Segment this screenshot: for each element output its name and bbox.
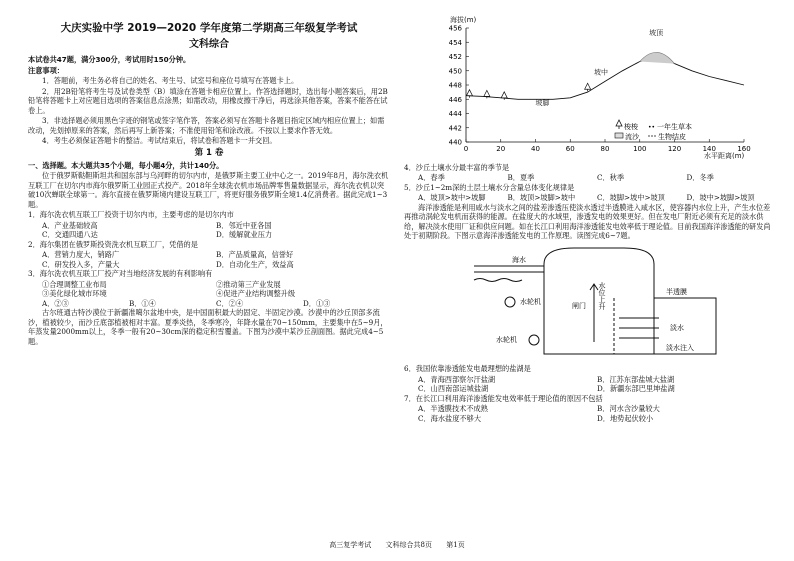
label-turbine-lower: 水轮机	[496, 335, 517, 344]
y-tick-label: 442	[448, 124, 462, 133]
y-tick-label: 454	[448, 38, 462, 47]
section-heading: 一、选择题。本大题共35个小题，每小题4分，共计140分。	[28, 160, 224, 170]
y-tick-label: 448	[448, 81, 462, 90]
chart-axes	[466, 28, 744, 142]
q4-option-b: B．夏季	[507, 173, 535, 182]
x-tick-label: 60	[565, 145, 575, 153]
turbine-lower	[529, 335, 539, 345]
osmotic-power-diagram	[404, 242, 776, 362]
q6-option-c: C．山西南部运城盐湖	[418, 384, 489, 393]
q1-options	[28, 221, 390, 240]
legend-sand-icon	[615, 133, 623, 138]
legend-label-annual-grass: 一年生草本	[657, 123, 692, 131]
notice-3: 3．非选择题必须用黑色字迹的钢笔或签字笔作答，答案必须写在答题卡各题目指定区域内相应位置上；如需改动，先划掉原来的答案，然后再写上新答案；不准使用铅笔和涂改液。不按以上要求作答无效。	[28, 116, 385, 135]
page-footer	[0, 541, 794, 550]
sea-pipe	[474, 266, 544, 272]
notice-heading: 注意事项：	[28, 65, 64, 75]
q2-option-b: B．产品质量高，信誉好	[216, 250, 294, 260]
legend-tree-icon	[616, 120, 622, 129]
q5-option-c: C．坡脚>坡中>坡顶	[597, 193, 665, 202]
annotation-middle: 坡中	[594, 68, 609, 77]
passage-2: 古尔班通古特沙漠位于新疆准噶尔盆地中央，是中国面积最大的固定、半固定沙漠。沙漠中的沙丘顶部多流沙，植被较少，而沙丘底部植被相对丰富。夏季炎热，冬季寒冷，年降水量在70~150mm，主要集中在5~9月，年蒸发量2000mm以上，冬季一般有20~30cm深的稳定积雪覆盖。下图为沙漠中某沙丘剖面图。据此完成4~5题。	[28, 308, 388, 346]
q3-items	[28, 280, 390, 299]
notice-2: 2．用2B铅笔将考生号及试卷类型（B）填涂在答题卡相应位置上。作答选择题时，选出每小题答案后，用2B铅笔将答题卡上对应题目选项的答案信息点涂黑；如需改动，用橡皮擦干净后，再选涂其他答案，答案不能答在试卷上。	[28, 86, 388, 115]
annotation-foot: 坡脚	[535, 98, 550, 107]
footer-pages: 文科综合共8页	[385, 541, 432, 549]
q3-option-c: C．②④	[216, 298, 244, 308]
q3-item-3: ③美化绿化城市环境	[42, 289, 107, 299]
y-tick-label: 444	[448, 110, 462, 118]
footer-exam: 高三复学考试	[329, 541, 372, 549]
q6-option-d: D．新疆东部巴里坤盐湖	[597, 384, 675, 393]
x-tick-label: 100	[633, 145, 647, 153]
q1-option-b: B．邻近中亚各国	[216, 220, 272, 230]
q2-stem: 2．海尔集团在俄罗斯投资洗衣机互联工厂，凭借的是	[28, 239, 198, 249]
label-seawater: 海水	[512, 255, 526, 264]
exam-info: 本试卷共47题，满分300分，考试用时150分钟。	[28, 55, 191, 65]
x-tick-label: 40	[531, 145, 540, 153]
q3-option-a: A．②③	[42, 298, 69, 308]
flow-arrows	[619, 318, 659, 338]
legend-label-suosuo: 梭梭	[624, 123, 638, 131]
q7-options	[404, 404, 776, 423]
legend-label-bio-crust: 生物结皮	[658, 133, 686, 141]
q5-option-d: D．坡中>坡脚>坡顶	[686, 193, 755, 202]
chart-legend	[615, 120, 692, 141]
x-tick-label: 120	[667, 145, 682, 153]
left-column	[28, 10, 390, 347]
label-membrane: 半透膜	[666, 287, 687, 296]
q5-options	[404, 193, 776, 203]
dune-profile-chart	[404, 10, 776, 160]
q7-stem: 7．在长江口利用海洋渗透能发电效率低于理论值的原因不包括	[404, 393, 603, 403]
x-tick-label: 20	[496, 145, 506, 153]
x-tick-label: 160	[737, 145, 751, 153]
right-column	[404, 10, 776, 423]
q3-item-1: ①合理调整工业布局	[42, 279, 107, 289]
q1-option-c: C．交通四通八达	[42, 230, 98, 240]
q5-option-a: A．坡顶>坡中>坡脚	[418, 193, 486, 202]
q1-stem: 1．海尔洗衣机互联工厂投资于切尔内市，主要考虑的是切尔内市	[28, 210, 234, 220]
rise-arrow	[590, 284, 598, 342]
exam-title: 大庆实验中学 2019—2020 学年度第二学期高三年级复学考试	[60, 22, 358, 34]
exam-subtitle: 文科综合	[189, 38, 229, 50]
passage-1: 位于俄罗斯鞑靼斯坦共和国东部与乌河畔的切尔内市，是俄罗斯主要工业中心之一。2019年8月，海尔洗衣机互联工厂在切尔内市海尔俄罗斯工业园正式投产。2018年全球洗衣机市场品牌零售量数据显示，海尔洗衣机以突破10次蝉联全球第一。海尔直接在俄罗斯境内建设互联工厂，将更好服务俄罗斯全境1.4亿消费者。据此完成1~3题。	[28, 171, 389, 209]
passage-3: 海洋渗透能是利用咸水与淡水之间的盐差渗透压使淡水透过半透膜进入咸水区，使容器内水位上升，产生水位差再推动涡轮发电机而获得的能源。在盐度大的水域里，渗透发电的效果更好。但在发电厂附近必须有充足的淡水供给，解决淡水使用厂证和供应问题。如在长江口利用海洋渗透能发电效率低于理论值。目前我国海洋渗透能的研发尚处于初期阶段。下图示意海洋渗透能发电的工作原理。读图完成6~7题。	[404, 202, 771, 240]
q4-stem: 4．沙丘土壤水分最丰富的季节是	[404, 162, 510, 172]
q3-options	[28, 299, 390, 309]
x-axis-label: 水平距离(m)	[704, 152, 745, 160]
footer-page-number: 第1页	[446, 541, 465, 549]
y-tick-label: 456	[448, 24, 462, 33]
q7-option-b: B．河水含沙量较大	[597, 404, 660, 413]
q7-option-d: D．地势起伏较小	[597, 413, 654, 423]
q2-option-c: C．研发投入多，产量大	[42, 259, 120, 269]
y-axis-label: 海拔(m)	[450, 16, 477, 24]
vegetation-marks	[466, 52, 674, 99]
q3-item-2: ②推动第三产业发展	[216, 279, 281, 289]
x-ticks	[464, 139, 751, 153]
notice-4: 4．考生必须保证答题卡的整洁。考试结束后，将试卷和答题卡一并交回。	[42, 136, 277, 146]
legend-label-drift-sand: 流沙	[625, 133, 639, 141]
y-tick-label: 446	[448, 95, 462, 104]
q4-option-c: C．秋季	[597, 173, 625, 182]
q6-option-b: B．江苏东部盐城大盐湖	[597, 374, 675, 384]
q2-option-a: A．营销力度大，销路广	[42, 250, 120, 260]
notice-1: 1．答题前，考生务必将自己的姓名、考生号、试室号和座位号填写在答题卡上。	[42, 76, 299, 86]
q3-option-b: B．①④	[129, 298, 156, 308]
q3-stem: 3．海尔洗衣机互联工厂投产对当地经济发展的有利影响有	[28, 269, 213, 279]
tree-mark	[585, 83, 591, 91]
x-tick-label: 80	[600, 145, 610, 153]
y-tick-label: 452	[448, 53, 462, 61]
q5-option-b: B．坡顶>坡脚>坡中	[507, 193, 576, 202]
q7-option-c: C．海水盐度不够大	[418, 413, 482, 423]
y-tick-label: 450	[448, 67, 462, 76]
q3-item-4: ④促进产业结构调整升级	[216, 289, 296, 299]
label-fresh-inlet: 淡水注入	[666, 343, 694, 352]
q1-option-a: A．产业基础较高	[42, 220, 98, 230]
dune-profile-line	[466, 58, 744, 99]
q5-stem: 5．沙丘1~2m深的土层土壤水分含量总体变化规律是	[404, 182, 575, 192]
q6-option-a: A．青海西部察尔汗盐湖	[418, 374, 496, 384]
label-turbine-upper: 水轮机	[520, 297, 541, 306]
legend-dots-icon: ••	[648, 124, 656, 131]
x-tick-label: 0	[463, 145, 469, 153]
volume-label: 第 1 卷	[194, 147, 224, 158]
q1-option-d: D．缓解就业压力	[216, 230, 273, 240]
x-tick-label: 140	[702, 145, 716, 153]
q6-stem: 6．我国依靠渗透能发电最理想的盐湖是	[404, 364, 531, 373]
q6-options	[404, 375, 776, 394]
annotation-top: 坡顶	[649, 29, 664, 38]
y-tick-label: 440	[448, 138, 462, 147]
label-freshwater: 淡水	[670, 323, 684, 332]
q4-option-a: A．春季	[418, 173, 445, 182]
q3-option-d: D．①③	[303, 298, 331, 308]
q7-option-a: A．半透膜技术不成熟	[418, 404, 488, 413]
q2-options	[28, 250, 390, 269]
sea-waves	[474, 278, 522, 281]
tree-mark	[466, 90, 472, 98]
label-water-rise: 水位上升	[598, 281, 606, 310]
turbine-upper	[505, 297, 515, 307]
q4-options	[404, 173, 776, 183]
drift-sand-mark	[640, 52, 675, 63]
q2-option-d: D．自动化生产，效益高	[216, 259, 294, 269]
label-gate: 闸门	[572, 301, 586, 310]
q4-option-d: D．冬季	[686, 173, 714, 182]
